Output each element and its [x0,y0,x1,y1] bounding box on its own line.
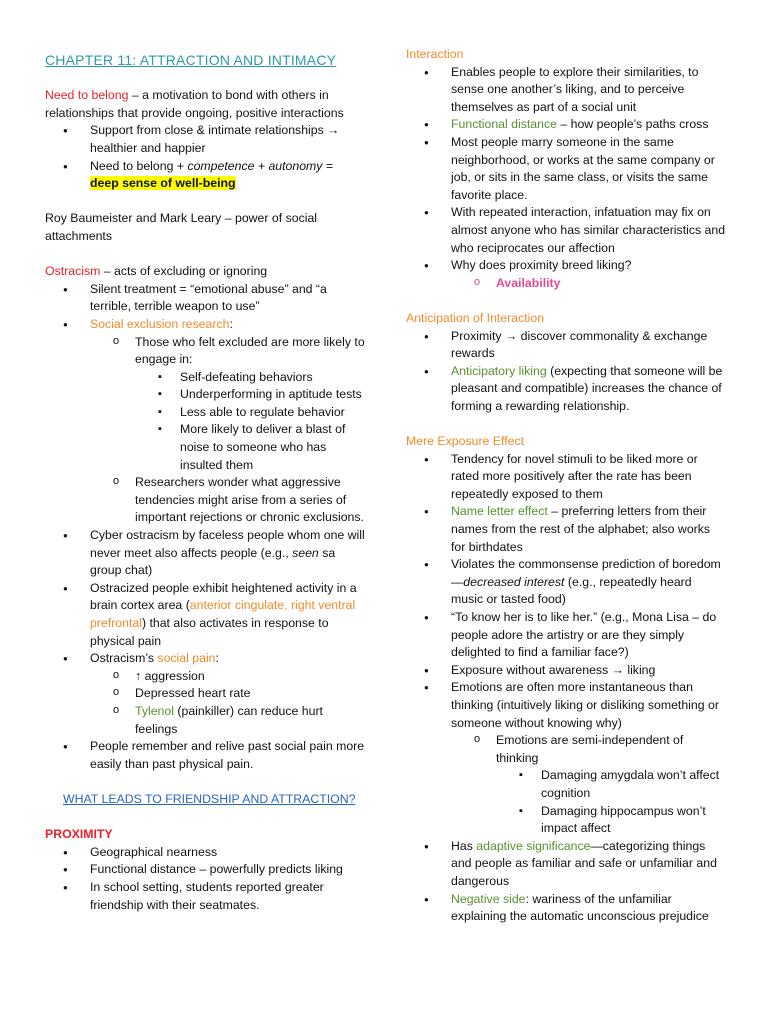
ostracism-term: Ostracism [45,264,101,279]
mere-exposure-list [406,451,726,926]
interaction-list [406,64,726,293]
list-item: ▪ Less able to regulate behavior [45,404,365,422]
text: Cyber ostracism by faceless people whom one will never meet also affects people (e.g., [90,528,365,560]
need-to-belong-term: Need to belong [45,88,129,103]
ostracism-para [45,263,365,281]
list-item [406,275,726,293]
text: (expecting that someone will be pleasant and compatible) increases the chance of forming a rewarding relationship. [451,363,723,413]
list-item [406,116,726,134]
text: —categorizing things and people as familiar and safe or unfamiliar and dangerous [451,838,717,888]
roy-baumeister-para: Roy Baumeister and Mark Leary – power of social attachments [45,211,318,243]
anticipation-list [406,328,726,416]
list-item [45,527,365,580]
ostracism-def: – acts of excluding or ignoring [100,264,268,279]
proximity-heading: PROXIMITY [45,827,113,842]
list-item: ● “To know her is to like her.” (e.g., Mona Lisa – do people adore the artistry or are they simply delighted to find a familiar face?) [406,609,726,662]
list-item: o Researchers wonder what aggressive tendencies might arise from a series of important rejections or chronic exclusions. [45,474,365,527]
list-item: ▪ More likely to deliver a blast of noise to someone who has insulted them [45,421,365,474]
list-item: ● Emotions are often more instantaneous than thinking (intuitively liking or disliking something or someone without knowing why) [406,679,726,732]
text: Ostracized people exhibit heightened activity in a brain cortex area ( [90,580,357,613]
text: – preferring letters from their names from the rest of the alphabet; also works for birthdates [451,504,711,554]
text: (e.g., repeatedly heard music or tasted food) [451,574,692,607]
text-italic: decreased interest [463,574,565,589]
list-item: o Depressed heart rate [45,685,365,703]
list-item: ● Geographical nearness [45,844,365,862]
list-item: ● People remember and relive past social pain more easily than past physical pain. [45,738,365,773]
text: (painkiller) can reduce hurt feelings [135,703,323,736]
list-item: ▪ Self-defeating behaviors [45,369,365,387]
list-item: ● Most people marry someone in the same neighborhood, or works at the same company or job, or sits in the same class, or visits the same favorite place. [406,134,726,204]
text: : [229,316,233,331]
list-item: o Emotions are semi-independent of thinking [406,732,726,767]
list-item: ● Proximity → discover commonality & exchange rewards [406,328,726,363]
list-item: o ↑ aggression [45,668,365,686]
ostracism-list [45,281,365,774]
tylenol-term: Tylenol [135,703,174,718]
text: – how people’s paths cross [556,117,709,132]
mere-exposure-heading: Mere Exposure Effect [406,434,525,449]
list-item [406,363,726,416]
list-item: ● Functional distance – powerfully predicts liking [45,861,365,879]
functional-distance-term: Functional distance [451,117,557,132]
list-item: o Those who felt excluded are more likely to engage in: [45,334,365,369]
list-item [45,703,365,738]
list-item: ● Why does proximity breed liking? [406,257,726,275]
need-to-belong-def: – a motivation to bond with others in relationships that provide ongoing, positive interactions [45,88,344,120]
list-item [406,891,726,926]
list-item: ● In school setting, students reported greater friendship with their seatmates. [45,879,365,914]
list-item [45,158,365,193]
text: Has [451,838,477,853]
list-item: ▪ Underperforming in aptitude tests [45,386,365,404]
anticipatory-liking-term: Anticipatory liking [451,363,547,378]
text-italic: competence + autonomy [187,158,323,173]
brain-area-term: anterior cingulate, right ventral prefrontal [90,598,356,630]
list-item: ▪ Damaging amygdala won’t affect cognition [406,767,726,802]
interaction-heading: Interaction [406,47,464,61]
text: Violates the commonsense prediction of boredom— [451,557,721,589]
text: Need to belong + [90,158,188,173]
social-pain-term: social pain [157,651,216,666]
highlighted-text: deep sense of well-being [90,176,236,191]
list-item: ▪ Damaging hippocampus won’t impact affect [406,803,726,838]
social-exclusion-term: Social exclusion research [90,316,230,331]
list-item [406,838,726,891]
left-column [45,52,365,914]
list-item: ● Enables people to explore their similarities, to sense one another’s liking, and to perceive themselves as part of a social unit [406,64,726,117]
text: : wariness of the unfamiliar explaining the automatic unconscious prejudice [451,891,709,924]
text: Ostracism’s [90,651,158,666]
need-to-belong-para [45,87,365,122]
section-heading-friendship: WHAT LEADS TO FRIENDSHIP AND ATTRACTION? [63,791,356,806]
text: = [322,158,334,173]
adaptive-significance-term: adaptive significance [476,838,591,853]
right-column [406,46,726,926]
list-item: ● Support from close & intimate relationships → healthier and happier [45,122,365,157]
name-letter-term: Name letter effect [451,504,548,519]
list-item [45,580,365,650]
text: sa group chat) [90,545,336,578]
anticipation-heading: Anticipation of Interaction [406,310,545,325]
list-item [406,503,726,556]
list-item: ● With repeated interaction, infatuation may fix on almost anyone who has similar characteristics and who reciprocates our affection [406,204,726,257]
text: ) that also activates in response to physical pain [90,616,329,648]
list-item: ● Tendency for novel stimuli to be liked more or rated more positively after the rate has been repeatedly exposed to them [406,451,726,504]
list-item [406,556,726,609]
text-italic: seen [292,545,319,560]
list-item: ● Silent treatment = “emotional abuse” and “a terrible, terrible weapon to use” [45,281,365,316]
proximity-list [45,844,365,914]
text: : [215,651,219,666]
list-item [45,650,365,668]
list-item: ● Exposure without awareness → liking [406,662,726,680]
list-item [45,316,365,334]
chapter-title: CHAPTER 11: ATTRACTION AND INTIMACY [45,52,337,68]
negative-side-term: Negative side [451,891,526,906]
need-list [45,122,365,192]
availability-term: Availability [496,275,561,290]
